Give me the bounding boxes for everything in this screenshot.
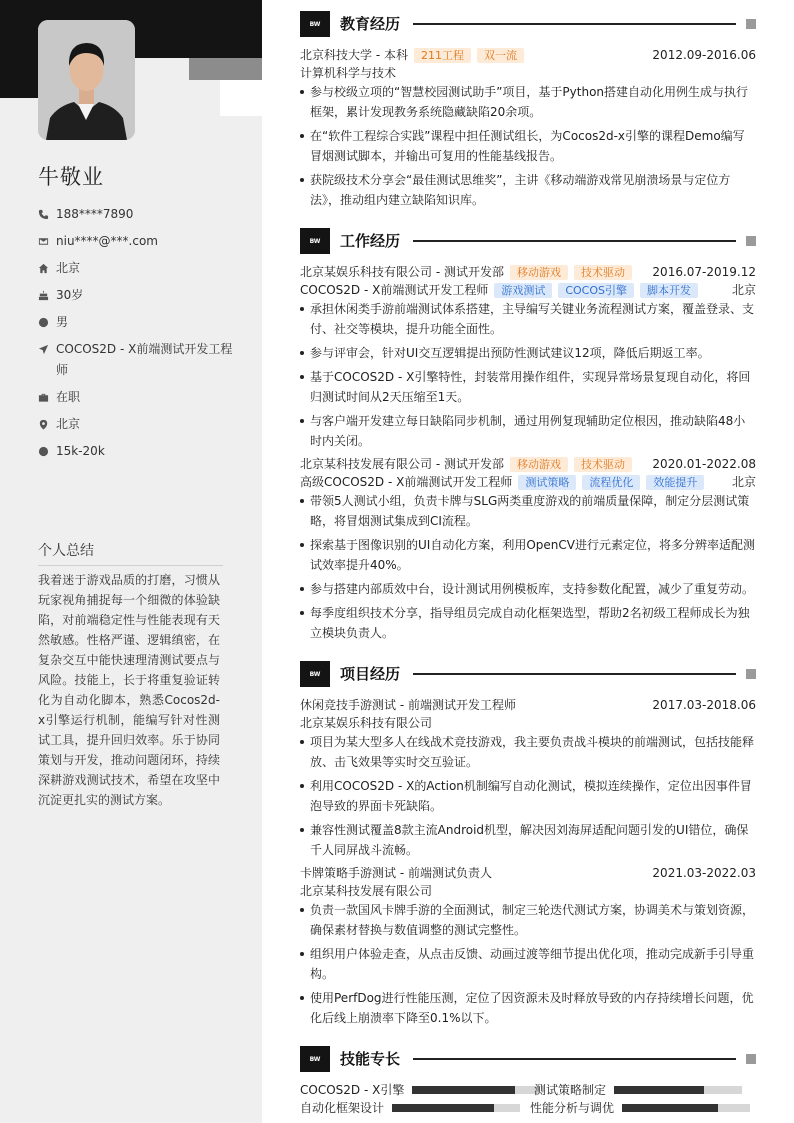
section-square [746, 1054, 756, 1064]
location-row [38, 258, 238, 279]
list-item: 参与校级立项的“智慧校园测试助手”项目，基于Python搭建自动化用例生成与执行框架，累计发现教务系统隐藏缺陷20余项。 [300, 82, 756, 122]
projects-section-header [300, 661, 756, 687]
school-name: 北京科技大学 - 本科 [300, 48, 408, 62]
project-name: 卡牌策略手游测试 - 前端测试负责人 [300, 866, 492, 880]
skills-section-header [300, 1046, 756, 1072]
education-section-header [300, 11, 756, 37]
work-section-header [300, 228, 756, 254]
target-position-row [38, 339, 238, 381]
target-position-value: COCOS2D - X前端测试开发工程师 [56, 342, 233, 377]
skill-item [530, 1099, 750, 1117]
position-tag: 游戏测试 [494, 283, 552, 298]
skill-name: COCOS2D - X引擎 [300, 1083, 405, 1097]
skill-item [300, 1081, 540, 1099]
skill-level-bar [614, 1086, 742, 1094]
project-name: 休闲竞技手游测试 - 前端测试开发工程师 [300, 698, 516, 712]
position-name: COCOS2D - X前端测试开发工程师 [300, 283, 489, 297]
email-row [38, 231, 238, 252]
list-item: 与客户端开发建立每日缺陷同步机制，通过用例复现辅助定位根因，推动缺陷48小时内关闭。 [300, 411, 756, 451]
summary-text: 我着迷于游戏品质的打磨，习惯从玩家视角捕捉每一个细微的体验缺陷，对前端稳定性与性能表现有天然敏感。性格严谨、逻辑缜密，在复杂交互中能快速理清测试要点与风险。技能上，长于将重复验证转化为自动化脚本，熟悉Cocos2d-x引擎运行机制，能编写针对性测试工具，提升回归效率。乐于协同策划与开发，推动问题闭环，持续深耕游戏测试技术，希望在攻坚中沉淀更扎实的测试方案。 [38, 573, 220, 807]
skill-level-fill [614, 1086, 704, 1094]
list-item: 兼容性测试覆盖8款主流Android机型，解决因刘海屏适配问题引发的UI错位，确保千人同屏战斗流畅。 [300, 820, 756, 860]
home-icon [38, 258, 56, 279]
skill-level-bar [412, 1086, 540, 1094]
project-head [300, 696, 756, 714]
skill-level-fill [622, 1104, 718, 1112]
cake-icon [38, 285, 56, 306]
section-title: 项目经历 [340, 665, 401, 683]
list-item: 带领5人测试小组，负责卡牌与SLG两类重度游戏的前端质量保障，制定分层测试策略，将冒烟测试集成到CI流程。 [300, 491, 756, 531]
project-company-row [300, 714, 756, 732]
job-dates: 2016.07-2019.12 [652, 265, 756, 279]
project-company: 北京某娱乐科技有限公司 [300, 716, 433, 730]
skill-level-fill [412, 1086, 514, 1094]
list-item: 在“软件工程综合实践”课程中担任测试组长，为Cocos2d-x引擎的课程Demo编写冒烟测试脚本，并输出可复用的性能基线报告。 [300, 126, 756, 166]
phone-icon [38, 204, 56, 225]
section-divider [413, 23, 736, 25]
list-item: 使用PerfDog进行性能压测，定位了因资源未及时释放导致的内存持续增长问题，优化后线上崩溃率下降至0.1%以下。 [300, 988, 756, 1028]
section-square [746, 19, 756, 29]
sidebar-accent-block [220, 80, 262, 116]
location-value: 北京 [56, 261, 81, 275]
gender-row [38, 312, 238, 333]
user-face-icon [38, 312, 56, 333]
section-divider [413, 673, 736, 675]
company-tag: 技术驱动 [574, 265, 632, 280]
list-item: 基于COCOS2D - X引擎特性，封装常用操作组件，实现异常场景复现自动化，将回归测试时间从2天压缩至1天。 [300, 367, 756, 407]
section-badge: BW [300, 661, 330, 687]
education-bullets [300, 82, 756, 214]
job-bullets [300, 299, 756, 455]
skill-name: 性能分析与调优 [530, 1101, 615, 1115]
section-title: 技能专长 [340, 1050, 401, 1068]
project-bullets [300, 900, 756, 1032]
skill-level-bar [392, 1104, 520, 1112]
list-item: 负责一款国风卡牌手游的全面测试，制定三轮迭代测试方案，协调美术与策划资源，确保素材替换与数值调整的测试完整性。 [300, 900, 756, 940]
list-item: 获院级技术分享会“最佳测试思维奖”，主讲《移动端游戏常见崩溃场景与定位方法》，推动组内建立缺陷知识库。 [300, 170, 756, 210]
job-position-row [300, 473, 756, 491]
target-city-value: 北京 [56, 417, 81, 431]
position-name: 高级COCOS2D - X前端测试开发工程师 [300, 475, 513, 489]
skill-name: 测试策略制定 [534, 1083, 607, 1097]
education-head [300, 46, 756, 64]
position-tag: COCOS引擎 [558, 283, 634, 298]
gender-value: 男 [56, 315, 69, 329]
section-square [746, 669, 756, 679]
section-title: 工作经历 [340, 232, 401, 250]
skill-item [300, 1099, 520, 1117]
education-dates: 2012.09-2016.06 [652, 48, 756, 62]
education-major-row [300, 64, 756, 82]
phone-value: 188****7890 [56, 207, 134, 221]
project-company: 北京某科技发展有限公司 [300, 884, 433, 898]
age-value: 30岁 [56, 288, 84, 302]
project-head [300, 864, 756, 882]
phone-row [38, 204, 238, 225]
map-pin-icon [38, 414, 56, 435]
skill-name: 自动化框架设计 [300, 1101, 385, 1115]
position-tag: 效能提升 [646, 475, 704, 490]
company-tag: 移动游戏 [510, 265, 568, 280]
list-item: 每季度组织技术分享，指导组员完成自动化框架选型，帮助2名初级工程师成长为独立模块负责人。 [300, 603, 756, 643]
section-badge: BW [300, 228, 330, 254]
target-city-row [38, 414, 238, 435]
position-tag: 测试策略 [518, 475, 576, 490]
education-major: 计算机科学与技术 [300, 66, 397, 80]
job-city: 北京 [731, 475, 756, 489]
age-row [38, 285, 238, 306]
company-tag: 移动游戏 [510, 457, 568, 472]
briefcase-icon [38, 387, 56, 408]
salary-row [38, 441, 238, 462]
job-city: 北京 [731, 283, 756, 297]
project-company-row [300, 882, 756, 900]
project-dates: 2017.03-2018.06 [652, 698, 756, 712]
job-position-row [300, 281, 756, 299]
sidebar-header-block [0, 58, 38, 98]
job-dates: 2020.01-2022.08 [652, 457, 756, 471]
sidebar-accent-block [189, 58, 262, 80]
company-name: 北京某科技发展有限公司 - 测试开发部 [300, 457, 504, 471]
email-value: niu****@***.com [56, 234, 158, 248]
position-tag: 流程优化 [582, 475, 640, 490]
section-square [746, 236, 756, 246]
list-item: 参与评审会，针对UI交互逻辑提出预防性测试建议12项，降低后期返工率。 [300, 343, 756, 363]
list-item: 探索基于图像识别的UI自动化方案，利用OpenCV进行元素定位，将多分辨率适配测试效率提升40%。 [300, 535, 756, 575]
candidate-name: 牛敬业 [38, 165, 104, 189]
skill-level-fill [392, 1104, 494, 1112]
section-badge: BW [300, 1046, 330, 1072]
section-divider [413, 1058, 736, 1060]
list-item: 组织用户体验走查，从点击反馈、动画过渡等细节提出优化项，推动完成新手引导重构。 [300, 944, 756, 984]
list-item: 项目为某大型多人在线战术竞技游戏，我主要负责战斗模块的前端测试，包括技能释放、击飞效果等实时交互验证。 [300, 732, 756, 772]
section-title: 教育经历 [340, 15, 401, 33]
section-badge: BW [300, 11, 330, 37]
send-icon [38, 339, 56, 360]
salary-value: 15k-20k [56, 444, 105, 458]
status-row [38, 387, 238, 408]
list-item: 承担休闲类手游前端测试体系搭建，主导编写关键业务流程测试方案，覆盖登录、支付、社交等模块，提升功能全面性。 [300, 299, 756, 339]
skill-level-bar [622, 1104, 750, 1112]
position-tag: 脚本开发 [640, 283, 698, 298]
status-value: 在职 [56, 390, 81, 404]
project-bullets [300, 732, 756, 864]
company-name: 北京某娱乐科技有限公司 - 测试开发部 [300, 265, 504, 279]
sidebar [0, 0, 262, 1123]
section-divider [413, 240, 736, 242]
email-icon [38, 231, 56, 252]
job-head [300, 455, 756, 473]
summary-title: 个人总结 [38, 540, 223, 566]
list-item: 参与搭建内部质效中台，设计测试用例模板库，支持参数化配置，减少了重复劳动。 [300, 579, 756, 599]
school-tag: 双一流 [477, 48, 524, 63]
list-item: 利用COCOS2D - X的Action机制编写自动化测试，模拟连续操作，定位出因事件冒泡导致的界面卡死缺陷。 [300, 776, 756, 816]
skill-item [534, 1081, 742, 1099]
job-head [300, 263, 756, 281]
project-dates: 2021.03-2022.03 [652, 866, 756, 880]
profile-photo [38, 20, 135, 140]
job-bullets [300, 491, 756, 647]
money-icon [38, 441, 56, 462]
school-tag: 211工程 [414, 48, 471, 63]
company-tag: 技术驱动 [574, 457, 632, 472]
